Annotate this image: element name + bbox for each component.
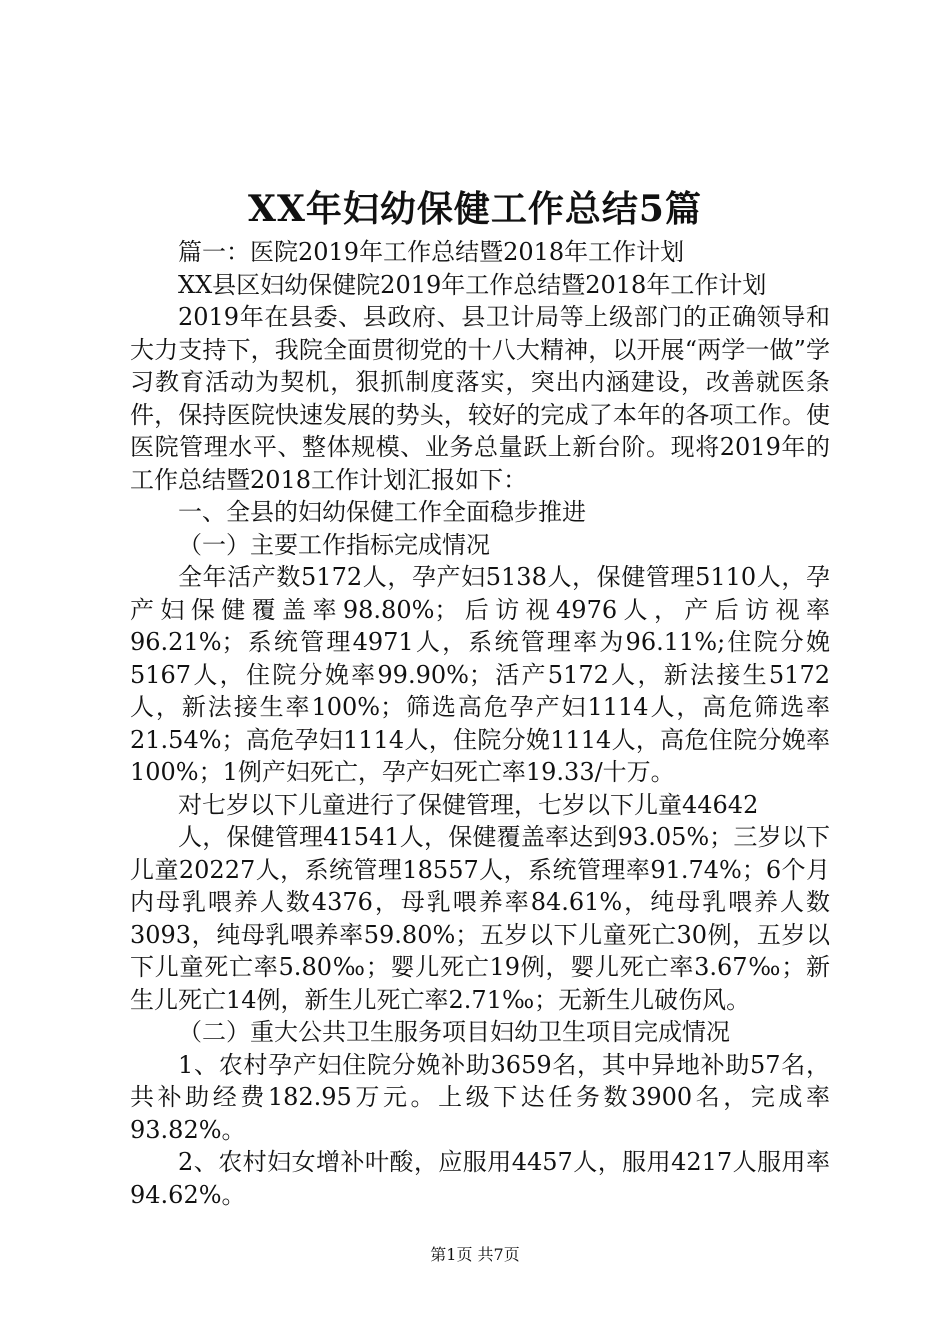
- paragraph-item-1: 1、农村孕产妇住院分娩补助3659名，其中异地补助57名，共补助经费182.95万元。上级下达任务数3900名，完成率93.82%。: [130, 1050, 830, 1144]
- paragraph-report-title: XX县区妇幼保健院2019年工作总结暨2018年工作计划: [178, 270, 767, 299]
- paragraph-maternal-stats: 全年活产数5172人，孕产妇5138人，保健管理5110人，孕产妇保健覆盖率98.80%；后访视4976人，产后访视率96.21%；系统管理4971人，系统管理率为96.11%;住院分娩5167人，住院分娩率99.90%；活产5172人，新法接生5172人，新法接生率100%；筛选高危孕产妇1114人，高危筛选率21.54%；高危孕妇1114人，住院分娩1114人，高危住院分娩率100%；1例产妇死亡，孕产妇死亡率19.33/十万。: [130, 563, 830, 786]
- document-title: XX年妇幼保健工作总结5篇: [248, 188, 702, 230]
- subsection-heading-1: （一）主要工作指标完成情况: [178, 530, 490, 559]
- page-footer: 第1页 共7页: [430, 1245, 520, 1264]
- paragraph-child-stats: 人，保健管理41541人，保健覆盖率达到93.05%；三岁以下儿童20227人，系统管理18557人，系统管理率91.74%；6个月内母乳喂养人数4376，母乳喂养率84.61%，纯母乳喂养人数3093，纯母乳喂养率59.80%；五岁以下儿童死亡30例，五岁以下儿童死亡率5.80‰；婴儿死亡19例，婴儿死亡率3.67‰；新生儿死亡14例，新生儿死亡率2.71‰；无新生儿破伤风。: [130, 823, 830, 1014]
- paragraph-intro: 2019年在县委、县政府、县卫计局等上级部门的正确领导和大力支持下，我院全面贯彻党的十八大精神，以开展“两学一做”学习教育活动为契机，狠抓制度落实，突出内涵建设，改善就医条件，保持医院快速发展的势头，较好的完成了本年的各项工作。使医院管理水平、整体规模、业务总量跃上新台阶。现将2019年的工作总结暨2018工作计划汇报如下：: [130, 303, 830, 494]
- subsection-heading-2: （二）重大公共卫生服务项目妇幼卫生项目完成情况: [178, 1018, 730, 1046]
- paragraph-chapter-heading: 篇一：医院2019年工作总结暨2018年工作计划: [178, 238, 685, 266]
- section-heading-1: 一、全县的妇幼保健工作全面稳步推进: [178, 498, 586, 526]
- paragraph-child-stats-lead: 对七岁以下儿童进行了保健管理，七岁以下儿童44642: [178, 790, 759, 819]
- paragraph-item-2: 2、农村妇女增补叶酸，应服用4457人，服用4217人服用率94.62%。: [130, 1148, 830, 1209]
- document-body: [130, 236, 830, 1211]
